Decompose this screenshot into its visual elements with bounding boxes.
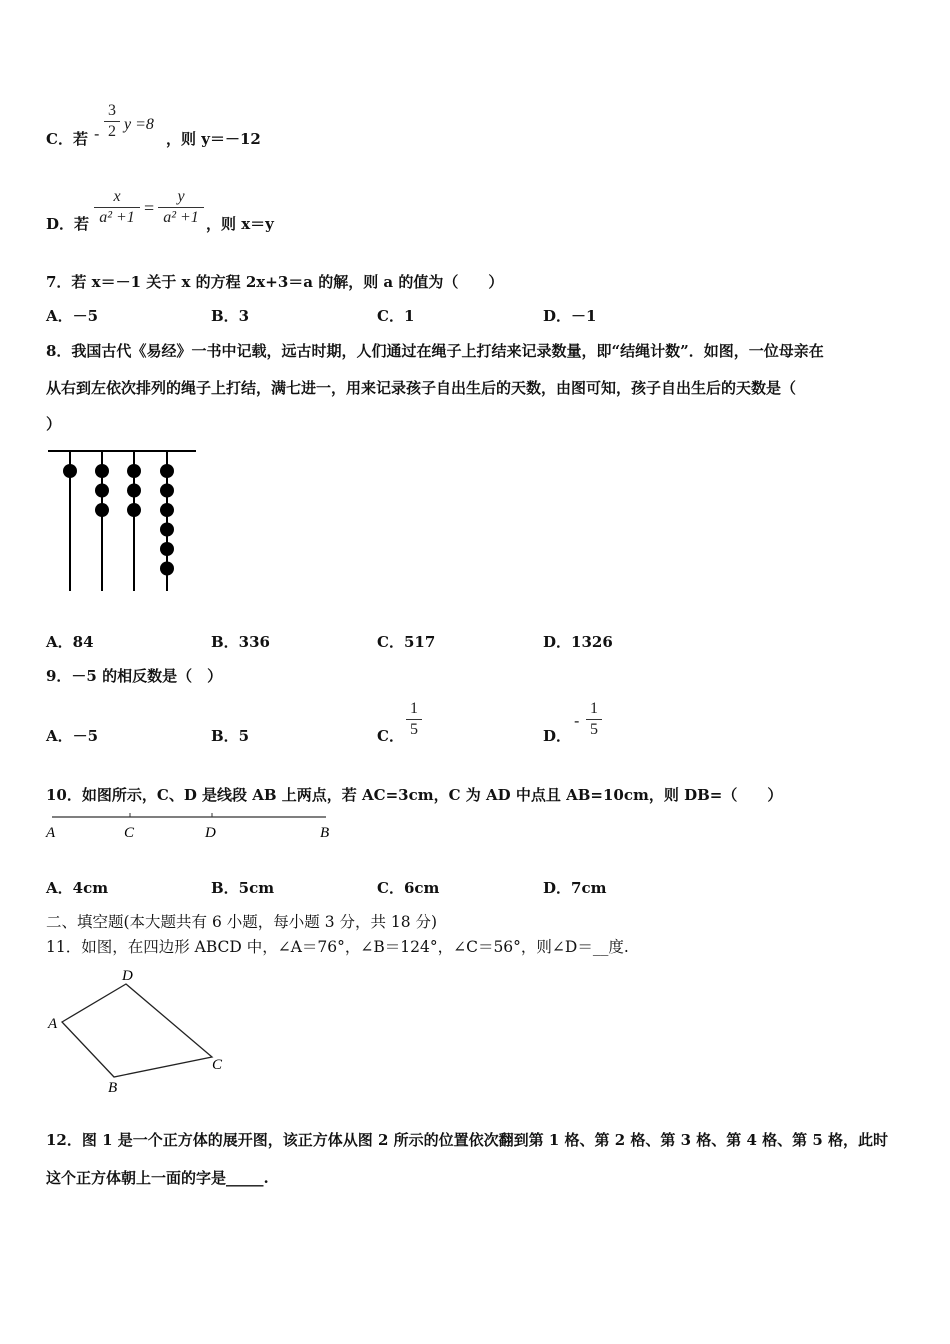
rope-4-knot (160, 542, 174, 556)
q9-option-d-fraction (586, 700, 602, 739)
knot-rope-figure (46, 445, 198, 595)
q6-option-d-frac1-num: x (113, 188, 121, 205)
point-c-label: C (124, 825, 135, 841)
q8-option-c: C．517 (377, 633, 436, 651)
rope-3-knot (127, 503, 141, 517)
q6-option-d-frac2-den: a² +1 (163, 209, 199, 226)
q6-option-c-fraction (104, 102, 120, 141)
q6-option-c-label: C．若 (46, 130, 88, 148)
q7-option-b: B．3 (211, 307, 250, 325)
q9-option-d-minus: - (574, 711, 580, 730)
q8-option-d: D．1326 (543, 633, 613, 651)
rope-3-knot (127, 484, 141, 498)
rope-4-knot (160, 484, 174, 498)
q9-option-b: B．5 (211, 727, 250, 745)
q7-stem: 7．若 x＝－1 关于 x 的方程 2x+3＝a 的解，则 a 的值为（ ） (46, 273, 504, 291)
q6-option-d-frac2-num: y (177, 188, 185, 205)
q6-option-d-fraction-1 (94, 188, 140, 227)
q8-stem-line-1: 8．我国古代《易经》一书中记载，远古时期，人们通过在绳子上打结来记录数量，即“结绳计数”．如图，一位母亲在 (46, 342, 824, 360)
rope-4-knot (160, 562, 174, 576)
q10-option-b: B．5cm (211, 879, 275, 897)
rope-2-knot (95, 464, 109, 478)
q9-option-d: D． (543, 727, 572, 745)
q9-option-c: C． (377, 727, 404, 745)
section-2-title: 二、填空题(本大题共有 6 小题，每小题 3 分，共 18 分) (46, 913, 438, 931)
q9-option-a: A．－5 (46, 727, 99, 745)
q10-option-c: C．6cm (377, 879, 440, 897)
q6-option-c-frac-num: 3 (108, 102, 116, 119)
rope-3-knot (127, 464, 141, 478)
q6-option-c-minus: - (94, 124, 100, 143)
q8-option-a: A．84 (46, 633, 94, 651)
rope-4-knot (160, 523, 174, 537)
point-d-label: D (205, 825, 216, 841)
q6-option-d-equals: = (144, 198, 155, 218)
q9-option-d-den: 5 (590, 721, 598, 738)
q6-option-d-fraction-2 (158, 188, 204, 227)
q6-option-d-conclusion: ，则 x＝y (206, 215, 274, 233)
q6-option-c-frac-den: 2 (108, 123, 116, 140)
q9-option-c-fraction (406, 700, 422, 739)
q11-stem: 11．如图，在四边形 ABCD 中，∠A＝76°，∠B＝124°，∠C＝56°，则∠D＝__度. (46, 938, 629, 956)
rope-2-knot (95, 503, 109, 517)
quadrilateral-abcd (62, 984, 212, 1077)
q6-option-c-expression: y =8 (124, 116, 154, 133)
q10-stem: 10．如图所示，C、D 是线段 AB 上两点，若 AC=3cm，C 为 AD 中点且 AB=10cm，则 DB=（ ） (46, 786, 783, 804)
rope-4-knot (160, 464, 174, 478)
rope-2-knot (95, 484, 109, 498)
q10-option-d: D．7cm (543, 879, 607, 897)
q8-stem-line-3: ） (46, 415, 62, 433)
rope-4-knot (160, 503, 174, 517)
q12-stem-line-2: 这个正方体朝上一面的字是_____. (46, 1169, 269, 1187)
rope-1-knot (63, 464, 77, 478)
q8-stem-line-2: 从右到左依次排列的绳子上打结，满七进一，用来记录孩子自出生后的天数，由图可知，孩子自出生后的天数是（ (46, 379, 797, 397)
q6-option-d-label: D．若 (46, 215, 90, 233)
q7-option-d: D．－1 (543, 307, 597, 325)
q6-option-d-frac1-den: a² +1 (99, 209, 135, 226)
q7-option-a: A．－5 (46, 307, 99, 325)
q8-option-b: B．336 (211, 633, 270, 651)
q9-option-c-den: 5 (410, 721, 418, 738)
quadrilateral-abcd-figure (44, 962, 234, 1098)
vertex-c-label: C (212, 1057, 223, 1073)
vertex-d-label: D (122, 968, 133, 984)
q12-stem-line-1: 12．图 1 是一个正方体的展开图，该正方体从图 2 所示的位置依次翻到第 1 格、第 2 格、第 3 格、第 4 格、第 5 格，此时 (46, 1131, 889, 1149)
q9-option-d-num: 1 (590, 700, 598, 717)
q6-option-c-conclusion: ，则 y＝－12 (166, 130, 261, 148)
q7-option-c: C．1 (377, 307, 415, 325)
q9-option-c-num: 1 (410, 700, 418, 717)
point-b-label: B (320, 825, 330, 841)
q9-stem: 9．－5 的相反数是（ ） (46, 667, 223, 685)
vertex-a-label: A (48, 1016, 58, 1032)
point-a-label: A (46, 825, 56, 841)
segment-ab-figure (44, 810, 344, 844)
knot-ropes (63, 451, 174, 591)
vertex-b-label: B (108, 1080, 118, 1096)
q10-option-a: A．4cm (46, 879, 109, 897)
